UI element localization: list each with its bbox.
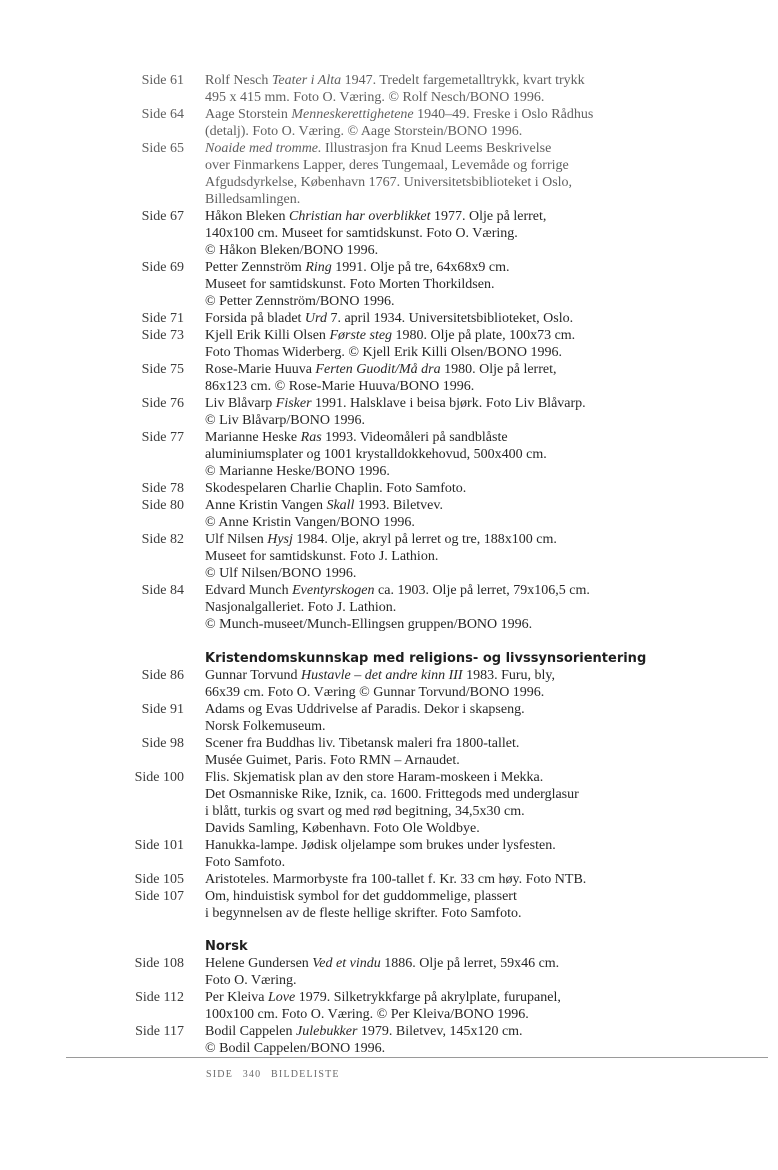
credit-text: © Bodil Cappelen/BONO 1996. — [205, 1041, 386, 1056]
page-reference: Side 105 — [134, 872, 184, 887]
section-heading-norsk: Norsk — [205, 939, 248, 954]
footer-page-number: 340 — [242, 1069, 262, 1080]
picture-credit — [205, 989, 615, 1023]
page-reference: Side 67 — [141, 209, 184, 224]
page-reference: Side 91 — [141, 702, 184, 717]
credit-text: Bodil Cappelen — [205, 1024, 296, 1039]
credit-line — [205, 1023, 615, 1040]
credit-text: 1947. Tredelt fargemetalltrykk, kvart trykk — [341, 73, 585, 88]
credit-line — [205, 310, 615, 327]
list-item — [0, 871, 778, 888]
artwork-title: Love — [267, 990, 296, 1005]
artwork-title: Menneskerettighetene — [291, 107, 414, 122]
credit-text: © Håkon Bleken/BONO 1996. — [205, 243, 379, 258]
credit-text: Kjell Erik Killi Olsen — [205, 328, 330, 343]
credit-text: © Anne Kristin Vangen/BONO 1996. — [205, 515, 415, 530]
credit-line — [205, 72, 615, 89]
picture-credit — [205, 480, 615, 497]
picture-credit — [205, 140, 615, 208]
picture-credit — [205, 701, 615, 735]
credit-text: 1979. Silketrykkfarge på akrylplate, furupanel, — [295, 990, 561, 1005]
credit-text: i blått, turkis og svart og med rød begitning, 34,5x30 cm. — [205, 804, 525, 819]
list-item — [0, 989, 778, 1023]
artwork-title: Første steg — [329, 328, 393, 343]
list-item — [0, 310, 778, 327]
credit-line — [205, 735, 615, 752]
credit-text: Petter Zennström — [205, 260, 306, 275]
artwork-title: Skall — [326, 498, 355, 513]
credit-line — [205, 123, 615, 140]
credit-text: Det Osmanniske Rike, Iznik, ca. 1600. Frittegods med underglasur — [205, 787, 579, 802]
credit-text: Marianne Heske — [205, 430, 301, 445]
list-item — [0, 208, 778, 259]
credit-line — [205, 752, 615, 769]
picture-list — [0, 72, 778, 1057]
credit-text: 1977. Olje på lerret, — [430, 209, 547, 224]
credit-line — [205, 344, 615, 361]
list-item — [0, 395, 778, 429]
credit-line — [205, 972, 615, 989]
page-reference: Side 80 — [141, 498, 184, 513]
credit-line — [205, 259, 615, 276]
credit-line — [205, 684, 615, 701]
picture-credit — [205, 72, 615, 106]
picture-credit — [205, 395, 615, 429]
artwork-title: Ras — [300, 430, 322, 445]
picture-credit — [205, 769, 615, 837]
credit-text: © Petter Zennström/BONO 1996. — [205, 294, 395, 309]
credit-text: 66x39 cm. Foto O. Væring © Gunnar Torvund/BONO 1996. — [205, 685, 545, 700]
entries-group-top — [0, 72, 778, 633]
credit-text: Adams og Evas Uddrivelse af Paradis. Dekor i skapseng. — [205, 702, 525, 717]
credit-line — [205, 837, 615, 854]
credit-text: © Munch-museet/Munch-Ellingsen gruppen/BONO 1996. — [205, 617, 533, 632]
credit-line — [205, 548, 615, 565]
credit-line — [205, 480, 615, 497]
credit-text: Ulf Nilsen — [205, 532, 268, 547]
artwork-title: Ring — [305, 260, 332, 275]
entries-group-norsk — [0, 955, 778, 1057]
credit-line — [205, 225, 615, 242]
credit-line — [205, 157, 615, 174]
list-item — [0, 531, 778, 582]
page-reference: Side 69 — [141, 260, 184, 275]
credit-text: Forsida på bladet — [205, 311, 305, 326]
credit-text: 1984. Olje, akryl på lerret og tre, 188x100 cm. — [292, 532, 557, 547]
page-reference: Side 75 — [141, 362, 184, 377]
credit-text: Gunnar Torvund — [205, 668, 301, 683]
list-item — [0, 361, 778, 395]
credit-line — [205, 89, 615, 106]
picture-credit — [205, 735, 615, 769]
credit-line — [205, 616, 615, 633]
list-item — [0, 140, 778, 208]
credit-text: Scener fra Buddhas liv. Tibetansk maleri fra 1800-tallet. — [205, 736, 520, 751]
credit-text: Skodespelaren Charlie Chaplin. Foto Samfoto. — [205, 481, 467, 496]
list-item — [0, 72, 778, 106]
credit-text: Edvard Munch — [205, 583, 293, 598]
credit-text: Per Kleiva — [205, 990, 268, 1005]
picture-credit — [205, 955, 615, 989]
credit-line — [205, 395, 615, 412]
credit-text: Museet for samtidskunst. Foto J. Lathion. — [205, 549, 439, 564]
credit-line — [205, 769, 615, 786]
artwork-title: Hustavle – det andre kinn III — [300, 668, 463, 683]
page-reference: Side 76 — [141, 396, 184, 411]
footer-rule — [66, 1057, 768, 1058]
credit-text: 1940–49. Freske i Oslo Rådhus — [413, 107, 594, 122]
credit-text: aluminiumsplater og 1001 krystalldokkehovud, 500x400 cm. — [205, 447, 547, 462]
picture-credit — [205, 208, 615, 259]
credit-line — [205, 803, 615, 820]
list-item — [0, 667, 778, 701]
picture-credit — [205, 259, 615, 310]
credit-text: Liv Blåvarp — [205, 396, 276, 411]
credit-text: Rose-Marie Huuva — [205, 362, 316, 377]
credit-text: 140x100 cm. Museet for samtidskunst. Foto O. Væring. — [205, 226, 518, 241]
artwork-title: Hysj — [267, 532, 293, 547]
page-reference: Side 86 — [141, 668, 184, 683]
page-reference: Side 117 — [135, 1024, 184, 1039]
credit-text: 1993. Biletvev. — [354, 498, 443, 513]
credit-line — [205, 446, 615, 463]
credit-line — [205, 888, 615, 905]
credit-text: Flis. Skjematisk plan av den store Haram-moskeen i Mekka. — [205, 770, 544, 785]
list-item — [0, 259, 778, 310]
credit-text: 100x100 cm. Foto O. Væring. © Per Kleiva/BONO 1996. — [205, 1007, 529, 1022]
credit-text: Foto Samfoto. — [205, 855, 286, 870]
artwork-title: Fisker — [275, 396, 312, 411]
picture-credit — [205, 531, 615, 582]
credit-text: 1886. Olje på lerret, 59x46 cm. — [380, 956, 560, 971]
picture-credit — [205, 1023, 615, 1057]
credit-line — [205, 599, 615, 616]
artwork-title: Ved et vindu — [312, 956, 381, 971]
page-reference: Side 98 — [141, 736, 184, 751]
credit-text: Aristoteles. Marmorbyste fra 100-tallet f. Kr. 33 cm høy. Foto NTB. — [205, 872, 587, 887]
credit-line — [205, 989, 615, 1006]
credit-text: Helene Gundersen — [205, 956, 313, 971]
picture-credit — [205, 888, 615, 922]
credit-text: ca. 1903. Olje på lerret, 79x106,5 cm. — [374, 583, 590, 598]
footer-section-name: BILDELISTE — [271, 1069, 340, 1080]
artwork-title: Urd — [304, 311, 327, 326]
credit-text: © Marianne Heske/BONO 1996. — [205, 464, 390, 479]
footer-side-word: SIDE — [206, 1069, 234, 1080]
list-item — [0, 1023, 778, 1057]
credit-line — [205, 276, 615, 293]
credit-line — [205, 531, 615, 548]
picture-credit — [205, 327, 615, 361]
list-item — [0, 888, 778, 922]
credit-line — [205, 191, 615, 208]
credit-line — [205, 208, 615, 225]
credit-line — [205, 854, 615, 871]
picture-credit — [205, 497, 615, 531]
list-item — [0, 701, 778, 735]
credit-line — [205, 820, 615, 837]
artwork-title: Eventyrskogen — [292, 583, 375, 598]
credit-line — [205, 701, 615, 718]
page-reference: Side 61 — [141, 73, 184, 88]
credit-line — [205, 1040, 615, 1057]
credit-text: 86x123 cm. © Rose-Marie Huuva/BONO 1996. — [205, 379, 475, 394]
credit-line — [205, 905, 615, 922]
credit-text: i begynnelsen av de fleste hellige skrifter. Foto Samfoto. — [205, 906, 522, 921]
list-item — [0, 480, 778, 497]
list-item — [0, 769, 778, 837]
credit-text: Billedsamlingen. — [205, 192, 301, 207]
credit-line — [205, 242, 615, 259]
credit-line — [205, 718, 615, 735]
credit-text: Musée Guimet, Paris. Foto RMN – Arnaudet. — [205, 753, 460, 768]
artwork-title: Julebukker — [296, 1024, 358, 1039]
credit-text: Hanukka-lampe. Jødisk oljelampe som brukes under lysfesten. — [205, 838, 556, 853]
page-reference: Side 65 — [141, 141, 184, 156]
credit-line — [205, 378, 615, 395]
credit-line — [205, 565, 615, 582]
credit-text: © Liv Blåvarp/BONO 1996. — [205, 413, 365, 428]
credit-text: Anne Kristin Vangen — [205, 498, 327, 513]
credit-line — [205, 174, 615, 191]
credit-line — [205, 497, 615, 514]
credit-line — [205, 293, 615, 310]
artwork-title: Christian har overblikket — [288, 209, 431, 224]
credit-text: 1983. Furu, bly, — [462, 668, 556, 683]
credit-line — [205, 327, 615, 344]
credit-line — [205, 667, 615, 684]
credit-text: Håkon Bleken — [205, 209, 289, 224]
list-item — [0, 582, 778, 633]
artwork-title: Teater i Alta — [271, 73, 342, 88]
credit-text: over Finmarkens Lapper, deres Tungemaal, Levemåde og forrige — [205, 158, 569, 173]
picture-credit — [205, 361, 615, 395]
credit-line — [205, 1006, 615, 1023]
credit-text: Nasjonalgalleriet. Foto J. Lathion. — [205, 600, 397, 615]
credit-line — [205, 514, 615, 531]
list-item — [0, 497, 778, 531]
credit-text: 1993. Videomåleri på sandblåste — [321, 430, 508, 445]
credit-text: Afgudsdyrkelse, København 1767. Universitetsbiblioteket i Oslo, — [205, 175, 573, 190]
credit-text: Om, hinduistisk symbol for det guddommelige, plassert — [205, 889, 517, 904]
credit-line — [205, 582, 615, 599]
credit-text: Museet for samtidskunst. Foto Morten Thorkildsen. — [205, 277, 495, 292]
credit-text: 1991. Olje på tre, 64x68x9 cm. — [331, 260, 510, 275]
picture-credit — [205, 582, 615, 633]
credit-text: © Ulf Nilsen/BONO 1996. — [205, 566, 357, 581]
credit-line — [205, 361, 615, 378]
credit-text: Foto Thomas Widerberg. © Kjell Erik Killi Olsen/BONO 1996. — [205, 345, 562, 360]
page-reference: Side 77 — [141, 430, 184, 445]
page-reference: Side 73 — [141, 328, 184, 343]
section-heading-krle: Kristendomskunnskap med religions- og livssynsorientering — [205, 651, 647, 666]
list-item — [0, 735, 778, 769]
picture-credit — [205, 106, 615, 140]
entries-group-krle — [0, 667, 778, 922]
page-reference: Side 107 — [134, 889, 184, 904]
picture-credit — [205, 429, 615, 480]
artwork-title: Noaide med tromme. — [205, 141, 322, 156]
credit-text: Foto O. Væring. — [205, 973, 297, 988]
credit-line — [205, 429, 615, 446]
credit-text: 1980. Olje på lerret, — [440, 362, 557, 377]
picture-credit — [205, 310, 615, 327]
page-reference: Side 82 — [141, 532, 184, 547]
picture-credit — [205, 871, 615, 888]
credit-text: (detalj). Foto O. Væring. © Aage Storstein/BONO 1996. — [205, 124, 523, 139]
credit-text: 1991. Halsklave i beisa bjørk. Foto Liv Blåvarp. — [311, 396, 586, 411]
credit-text: Rolf Nesch — [205, 73, 272, 88]
credit-line — [205, 871, 615, 888]
page-reference: Side 108 — [134, 956, 184, 971]
list-item — [0, 106, 778, 140]
page-reference: Side 100 — [134, 770, 184, 785]
credit-text: Norsk Folkemuseum. — [205, 719, 326, 734]
list-item — [0, 429, 778, 480]
artwork-title: Ferten Guodit/Må dra — [315, 362, 441, 377]
credit-line — [205, 786, 615, 803]
credit-line — [205, 140, 615, 157]
page-reference: Side 78 — [141, 481, 184, 496]
page-footer — [206, 1069, 340, 1080]
credit-text: 1980. Olje på plate, 100x73 cm. — [392, 328, 576, 343]
picture-credit — [205, 837, 615, 871]
credit-text: 7. april 1934. Universitetsbiblioteket, Oslo. — [326, 311, 574, 326]
credit-line — [205, 106, 615, 123]
credit-line — [205, 412, 615, 429]
credit-line — [205, 955, 615, 972]
page-reference: Side 64 — [141, 107, 184, 122]
credit-line — [205, 463, 615, 480]
credit-text: 1979. Biletvev, 145x120 cm. — [357, 1024, 523, 1039]
credit-text: Aage Storstein — [205, 107, 292, 122]
page-reference: Side 112 — [135, 990, 184, 1005]
list-item — [0, 327, 778, 361]
page-reference: Side 101 — [134, 838, 184, 853]
list-item — [0, 955, 778, 989]
credit-text: Illustrasjon fra Knud Leems Beskrivelse — [321, 141, 552, 156]
page-reference: Side 71 — [141, 311, 184, 326]
page-reference: Side 84 — [141, 583, 184, 598]
credit-text: Davids Samling, København. Foto Ole Woldbye. — [205, 821, 480, 836]
picture-credit — [205, 667, 615, 701]
list-item — [0, 837, 778, 871]
credit-text: 495 x 415 mm. Foto O. Væring. © Rolf Nesch/BONO 1996. — [205, 90, 545, 105]
